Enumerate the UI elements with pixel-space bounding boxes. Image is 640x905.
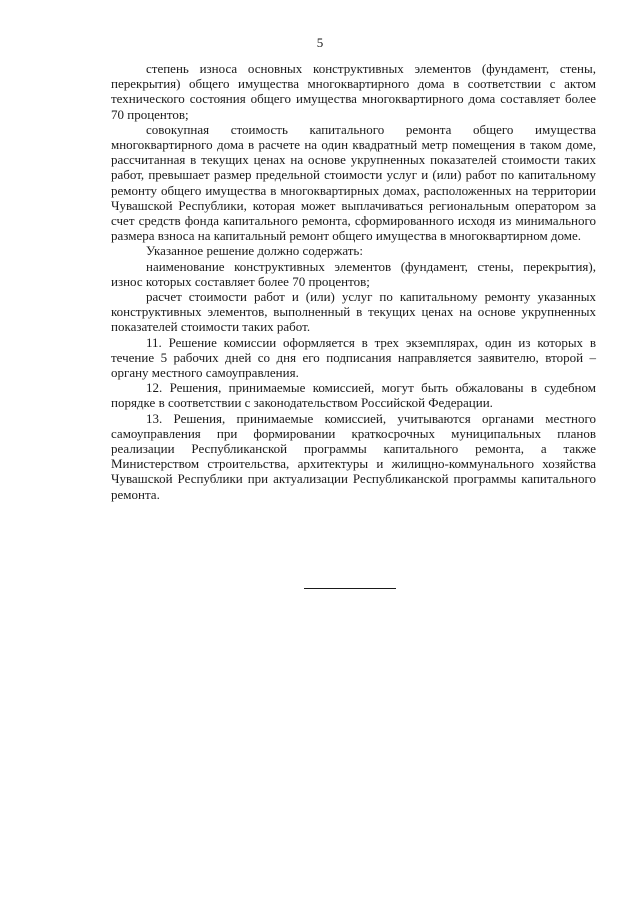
paragraph-item-13: 13. Решения, принимаемые комиссией, учитываются органами местного самоуправления при формировании краткосрочных муниципальных планов реализации Республиканской программы капитального ремонта, а также Министерством строительства, архитектуры и жилищно-коммунального хозяйства Чувашской Республики при актуализации Республиканской программы капитального ремонта. — [111, 410, 596, 502]
paragraph-item-12: 12. Решения, принимаемые комиссией, могут быть обжалованы в судебном порядке в соответствии с законодательством Российской Федерации. — [111, 380, 596, 411]
document-body — [111, 61, 596, 502]
paragraph-wear-degree: степень износа основных конструктивных элементов (фундамент, стены, перекрытия) общего имущества многоквартирного дома в соответствии с актом технического состояния общего имущества многоквартирного дома составляет более 70 процентов; — [111, 61, 596, 122]
paragraph-total-cost: совокупная стоимость капитального ремонта общего имущества многоквартирного дома в расчете на один квадратный метр помещения в таком доме, рассчитанная в текущих ценах на основе укрупненных показателей стоимости таких работ, превышает размер предельной стоимости услуг и (или) работ по капитальному ремонту общего имущества в многоквартирных домах, расположенных на территории Чувашской Республики, которая может выплачиваться региональным оператором за счет средств фонда капитального ремонта, сформированного исходя из минимального размера взноса на капитальный ремонт общего имущества в многоквартирном доме. — [111, 121, 596, 244]
paragraph-element-names: наименование конструктивных элементов (фундамент, стены, перекрытия), износ которых составляет более 70 процентов; — [111, 258, 596, 289]
closing-divider — [304, 588, 396, 589]
paragraph-cost-calculation: расчет стоимости работ и (или) услуг по капитальному ремонту указанных конструктивных элементов, выполненный в текущих ценах на основе укрупненных показателей стоимости таких работ. — [111, 289, 596, 335]
paragraph-decision-contents: Указанное решение должно содержать: — [146, 243, 363, 259]
page-number: 5 — [316, 35, 324, 50]
paragraph-item-11: 11. Решение комиссии оформляется в трех экземплярах, один из которых в течение 5 рабочих дней со дня его подписания направляется заявителю, второй – органу местного самоуправления. — [111, 334, 596, 381]
